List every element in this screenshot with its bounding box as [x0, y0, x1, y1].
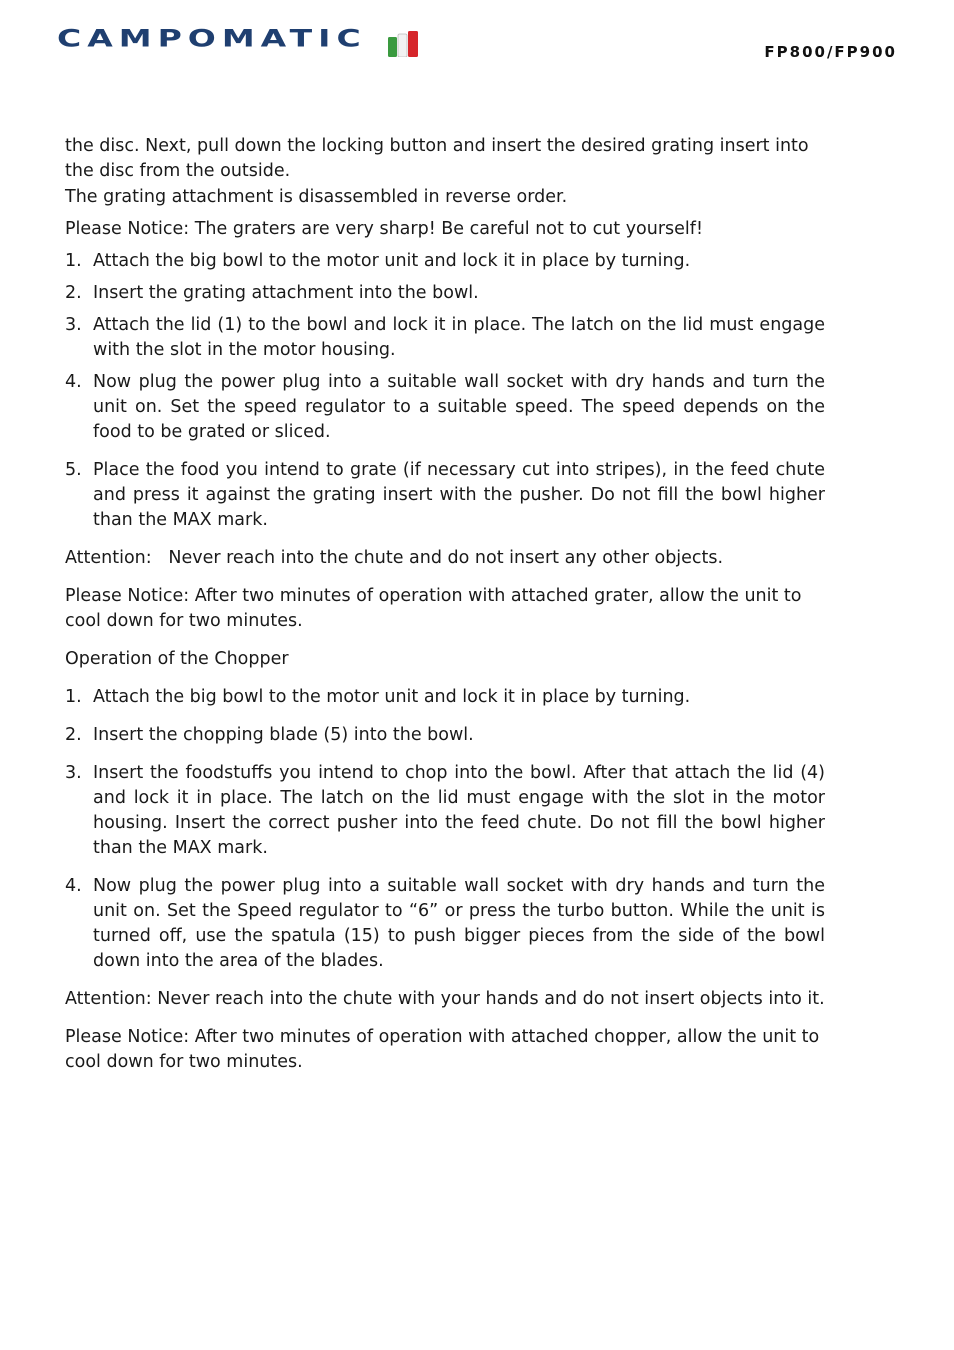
list-number: 2.	[65, 283, 82, 303]
list-item	[65, 874, 825, 974]
paragraph: the disc. Next, pull down the locking button and insert the desired grating insert into the disc from the outside.	[65, 136, 809, 181]
list-item	[65, 458, 825, 533]
list-item	[65, 313, 825, 363]
list-number: 4.	[65, 372, 82, 392]
list-number: 1.	[65, 251, 82, 271]
model-number: FP800/FP900	[764, 43, 897, 61]
section-heading: Operation of the Chopper	[65, 649, 289, 669]
page-header	[0, 0, 954, 80]
list-text: Insert the grating attachment into the bowl.	[93, 283, 479, 303]
list-number: 4.	[65, 876, 82, 896]
list-item	[65, 723, 825, 748]
italian-flag-icon	[388, 31, 418, 57]
list-text: Place the food you intend to grate (if necessary cut into stripes), in the feed chute and press it against the grating insert with the pusher. Do not fill the bowl higher than the MAX mark.	[93, 460, 825, 530]
attention-paragraph: Attention: Never reach into the chute and do not insert any other objects.	[65, 548, 724, 568]
list-item	[65, 685, 825, 710]
list-number: 2.	[65, 725, 82, 745]
brand-logo: CAMPOMATIC	[57, 24, 367, 53]
list-item	[65, 370, 825, 445]
list-text: Now plug the power plug into a suitable wall socket with dry hands and turn the unit on. Set the speed regulator to a suitable speed. The speed depends on the food to be grated or sliced.	[93, 372, 825, 442]
list-text: Insert the chopping blade (5) into the bowl.	[93, 725, 474, 745]
notice-paragraph: Please Notice: The graters are very sharp! Be careful not to cut yourself!	[65, 219, 703, 239]
attention-paragraph: Attention: Never reach into the chute with your hands and do not insert objects into it.	[65, 989, 825, 1009]
list-text: Attach the big bowl to the motor unit and lock it in place by turning.	[93, 251, 691, 271]
list-number: 5.	[65, 460, 82, 480]
list-number: 3.	[65, 315, 82, 335]
notice-paragraph: Please Notice: After two minutes of operation with attached chopper, allow the unit to cool down for two minutes.	[65, 1027, 820, 1072]
list-item	[65, 249, 825, 274]
list-text: Attach the big bowl to the motor unit and lock it in place by turning.	[93, 687, 691, 707]
list-text: Attach the lid (1) to the bowl and lock it in place. The latch on the lid must engage with the slot in the motor housing.	[93, 315, 825, 360]
manual-body	[65, 134, 825, 1075]
paragraph: The grating attachment is disassembled in reverse order.	[65, 187, 568, 207]
list-item	[65, 761, 825, 861]
notice-paragraph: Please Notice: After two minutes of operation with attached grater, allow the unit to cool down for two minutes.	[65, 586, 802, 631]
list-item	[65, 281, 825, 306]
list-text: Insert the foodstuffs you intend to chop into the bowl. After that attach the lid (4) and lock it in place. The latch on the lid must engage with the slot in the motor housing. Insert the correct pusher into the feed chute. Do not fill the bowl higher than the MAX mark.	[93, 763, 825, 858]
list-text: Now plug the power plug into a suitable wall socket with dry hands and turn the unit on. Set the Speed regulator to “6” or press the turbo button. While the unit is turned off, use the spatula (15) to push bigger pieces from the side of the bowl down into the area of the blades.	[93, 876, 825, 971]
list-number: 3.	[65, 763, 82, 783]
list-number: 1.	[65, 687, 82, 707]
